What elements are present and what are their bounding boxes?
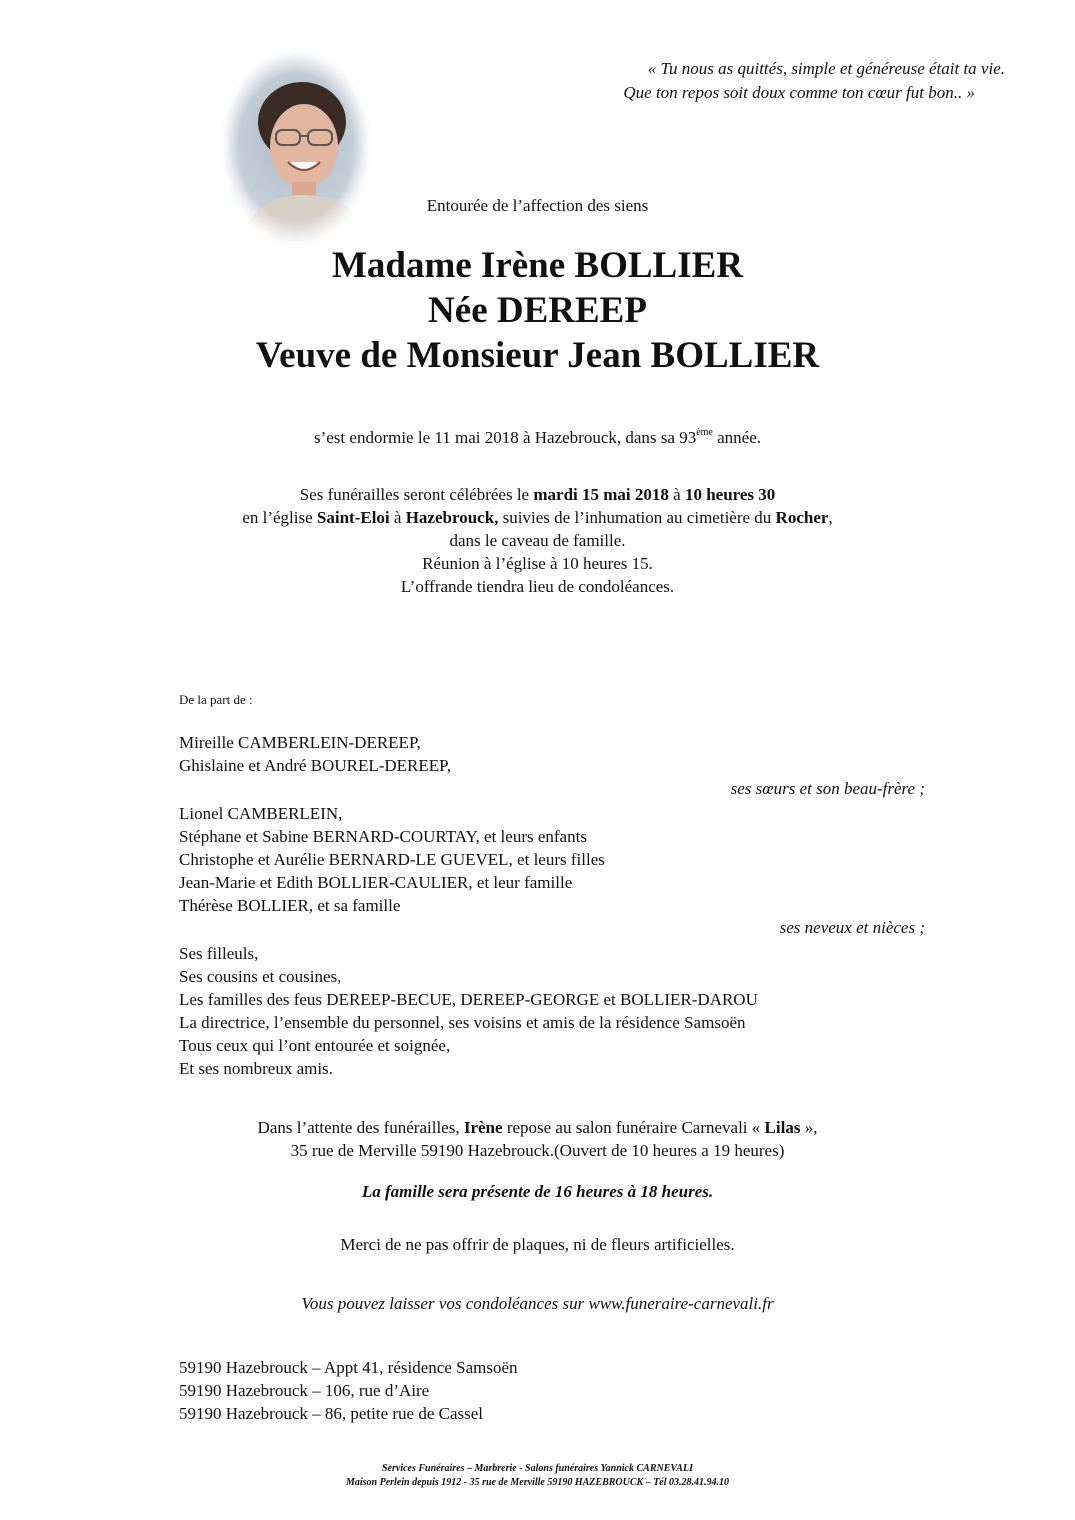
address-line: 59190 Hazebrouck – 86, petite rue de Cassel bbox=[179, 1404, 484, 1423]
footer bbox=[0, 1462, 1075, 1490]
family-group-1 bbox=[179, 731, 451, 777]
salon-room: Lilas bbox=[764, 1118, 801, 1137]
ordinal-suffix: ème bbox=[696, 427, 713, 438]
first-name: Irène bbox=[463, 1118, 503, 1137]
salon-info bbox=[0, 1116, 1075, 1162]
funeral-text: Ses funérailles seront célébrées le bbox=[299, 485, 534, 504]
family-member: Thérèse BOLLIER, et sa famille bbox=[179, 896, 401, 915]
family-member: Christophe et Aurélie BERNARD-LE GUEVEL, et leurs filles bbox=[179, 850, 605, 869]
family-addresses bbox=[179, 1356, 518, 1425]
family-group-3 bbox=[179, 942, 758, 1080]
family-member: Jean-Marie et Edith BOLLIER-CAULIER, et leur famille bbox=[179, 873, 573, 892]
funeral-line-4: Réunion à l’église à 10 heures 15. bbox=[422, 554, 653, 573]
funeral-line-3: dans le caveau de famille. bbox=[449, 531, 626, 550]
death-text: s’est endormie le 11 mai 2018 à Hazebrouck, dans sa 93 bbox=[313, 428, 697, 447]
name-line-2: Née DEREEP bbox=[428, 290, 647, 331]
funeral-line-1 bbox=[0, 483, 1075, 506]
footer-line-2: Maison Perlein depuis 1912 - 35 rue de Merville 59190 HAZEBROUCK – Tél 03.28.41.94.10 bbox=[345, 1477, 730, 1488]
family-member: Tous ceux qui l’ont entourée et soignée, bbox=[179, 1036, 451, 1055]
funeral-line-2 bbox=[0, 506, 1075, 529]
salon-text: repose au salon funéraire Carnevali « bbox=[502, 1118, 765, 1137]
intro-text: Entourée de l’affection des siens bbox=[426, 196, 649, 215]
family-presence: La famille sera présente de 16 heures à 18 heures. bbox=[361, 1182, 714, 1201]
funeral-text: suivies de l’inhumation au cimetière du bbox=[498, 508, 776, 527]
funeral-time: 10 heures 30 bbox=[684, 485, 776, 504]
family-member: Mireille CAMBERLEIN-DEREEP, bbox=[179, 733, 421, 752]
quote-line-2: Que ton repos soit doux comme ton cœur fut bon.. » bbox=[623, 83, 975, 102]
family-member: Ses filleuls, bbox=[179, 944, 259, 963]
deceased-names bbox=[0, 243, 1075, 378]
funeral-text: , bbox=[828, 508, 833, 527]
funeral-text: à bbox=[668, 485, 685, 504]
salon-line-2: 35 rue de Merville 59190 Hazebrouck.(Ouvert de 10 heures a 19 heures) bbox=[290, 1141, 785, 1160]
from-label: De la part de : bbox=[179, 692, 253, 707]
family-member: Lionel CAMBERLEIN, bbox=[179, 804, 343, 823]
death-announcement bbox=[0, 427, 1075, 448]
family-member: Et ses nombreux amis. bbox=[179, 1059, 333, 1078]
epitaph-quote bbox=[445, 57, 1005, 105]
address-line: 59190 Hazebrouck – 106, rue d’Aire bbox=[179, 1381, 430, 1400]
name-line-3: Veuve de Monsieur Jean BOLLIER bbox=[255, 335, 820, 376]
salon-text: », bbox=[800, 1118, 818, 1137]
cemetery-name: Rocher bbox=[775, 508, 829, 527]
salon-text: Dans l’attente des funérailles, bbox=[257, 1118, 464, 1137]
family-role-2: ses neveux et nièces ; bbox=[779, 918, 925, 937]
no-plaques-note: Merci de ne pas offrir de plaques, ni de fleurs artificielles. bbox=[340, 1235, 735, 1254]
salon-line-1 bbox=[0, 1116, 1075, 1139]
quote-line-1: « Tu nous as quittés, simple et généreuse était ta vie. bbox=[647, 59, 1005, 78]
family-member: Ghislaine et André BOUREL-DEREEP, bbox=[179, 756, 451, 775]
funeral-text: à bbox=[389, 508, 406, 527]
town-name: Hazebrouck, bbox=[405, 508, 499, 527]
address-line: 59190 Hazebrouck – Appt 41, résidence Samsoën bbox=[179, 1358, 518, 1377]
family-member: Ses cousins et cousines, bbox=[179, 967, 342, 986]
death-text-end: année. bbox=[712, 428, 762, 447]
funeral-line-5: L’offrande tiendra lieu de condoléances. bbox=[400, 577, 675, 596]
funeral-date: mardi 15 mai 2018 bbox=[533, 485, 669, 504]
family-member: Stéphane et Sabine BERNARD-COURTAY, et leurs enfants bbox=[179, 827, 587, 846]
family-role-1: ses sœurs et son beau-frère ; bbox=[730, 779, 925, 798]
church-name: Saint-Eloi bbox=[316, 508, 390, 527]
footer-line-1: Services Funéraires – Marbrerie - Salons funéraires Yannick CARNEVALI bbox=[382, 1463, 693, 1474]
condolences-note: Vous pouvez laisser vos condoléances sur www.funeraire-carnevali.fr bbox=[301, 1294, 774, 1313]
family-member: Les familles des feus DEREEP-BECUE, DEREEP-GEORGE et BOLLIER-DAROU bbox=[179, 990, 758, 1009]
family-member: La directrice, l’ensemble du personnel, ses voisins et amis de la résidence Samsoën bbox=[179, 1013, 746, 1032]
name-line-1: Madame Irène BOLLIER bbox=[331, 245, 744, 286]
funeral-details bbox=[0, 483, 1075, 598]
family-group-2 bbox=[179, 802, 605, 917]
funeral-text: en l’église bbox=[242, 508, 317, 527]
